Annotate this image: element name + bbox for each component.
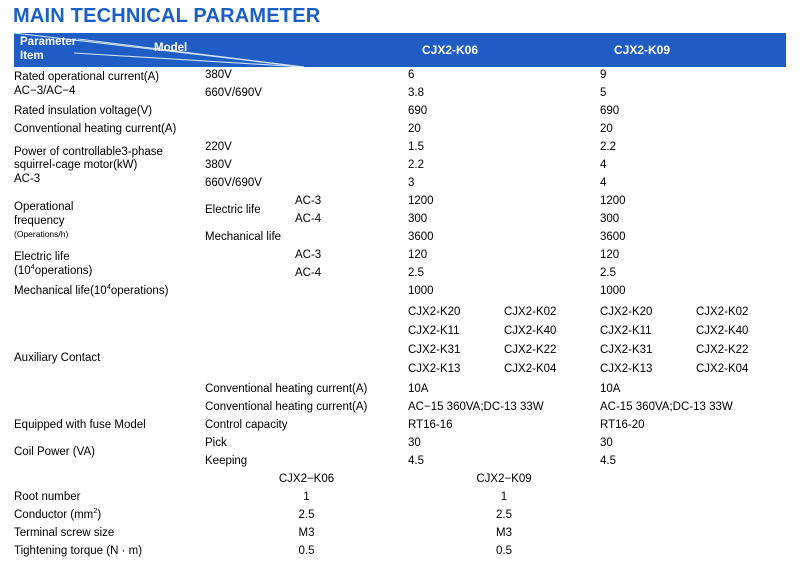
sub-label-control-capacity: Control capacity bbox=[205, 419, 288, 432]
value-k06: 10A bbox=[408, 383, 429, 396]
auxiliary-contact-models-k06 bbox=[408, 301, 600, 381]
value-k09: 0.5 bbox=[496, 545, 512, 558]
list-item: CJX2-K31 CJX2-K22 bbox=[408, 344, 557, 356]
value-k06: 4.5 bbox=[408, 455, 424, 468]
sub-label-660-690v: 660V/690V bbox=[205, 177, 262, 190]
value-k06: 2.2 bbox=[408, 159, 424, 172]
value-k09: 2.5 bbox=[496, 509, 512, 522]
auxiliary-contact-spacer bbox=[205, 301, 408, 381]
header-model-k09: CJX2-K09 bbox=[600, 33, 786, 67]
table-row bbox=[14, 525, 786, 543]
sub-label-conventional-heating-2: Conventional heating current(A) bbox=[205, 401, 368, 414]
table-row bbox=[14, 121, 786, 139]
row-label-rated-current: Rated operational current(A) AC−3/AC−4 bbox=[14, 71, 160, 97]
header-parameter-model-cell bbox=[14, 33, 408, 67]
row-label-conventional-heating: Conventional heating current(A) bbox=[14, 123, 177, 136]
table-row bbox=[14, 193, 786, 211]
value-k09: 3600 bbox=[600, 231, 626, 244]
value-k06: 1000 bbox=[408, 285, 434, 298]
value-k06: M3 bbox=[298, 527, 315, 540]
table-row bbox=[14, 417, 786, 435]
row-label-electric-life: Electric life $(10^4operations)$ bbox=[14, 247, 295, 283]
value-k09: 4 bbox=[600, 177, 607, 190]
row-label-auxiliary-contact: Auxiliary Contact bbox=[14, 352, 101, 365]
row-label-coil-power: Coil Power (VA) bbox=[14, 446, 95, 459]
sub-label-380v: 380V bbox=[205, 159, 232, 172]
bottom-header-model-k06: CJX2−K06 bbox=[278, 473, 335, 486]
value-k06: AC−15 360VA;DC-13 33W bbox=[408, 401, 544, 414]
table-header-row bbox=[14, 33, 786, 67]
table-row bbox=[14, 67, 786, 85]
table-row bbox=[14, 301, 786, 381]
sub-label-keeping: Keeping bbox=[205, 455, 248, 468]
value-k09: 690 bbox=[600, 105, 620, 118]
value-k09: 4 bbox=[600, 159, 607, 172]
bottom-section-header-row bbox=[14, 471, 786, 489]
table-row bbox=[14, 139, 786, 157]
list-item: CJX2-K11 CJX2-K40 bbox=[600, 325, 749, 337]
list-item: CJX2-K11 CJX2-K40 bbox=[408, 325, 557, 337]
row-label-mechanical-life: Mechanical $life(10^4operations)$ bbox=[14, 282, 169, 298]
value-k09: 1000 bbox=[600, 285, 626, 298]
list-item: CJX2-K20 CJX2-K02 bbox=[408, 306, 557, 318]
value-k09: 30 bbox=[600, 437, 613, 450]
sub3-label-ac4: AC-4 bbox=[295, 213, 322, 226]
electric-life-units: $(10^4operations)$ bbox=[14, 262, 93, 277]
row-label-tightening-torque: Tightening torque (N · m) bbox=[14, 545, 143, 558]
table-row bbox=[14, 507, 786, 525]
header-parameter-label: Parameter bbox=[20, 36, 77, 48]
value-k06: 2.5 bbox=[298, 509, 315, 522]
value-k06: 30 bbox=[408, 437, 421, 450]
blank-cell bbox=[600, 543, 786, 561]
table-row bbox=[14, 489, 786, 507]
row-label-motor-power: Power of controllable3-phase squirrel-cage motor(kW) AC-3 bbox=[14, 145, 163, 185]
value-k09: 2.5 bbox=[600, 267, 616, 280]
bottom-header-blank bbox=[14, 471, 205, 489]
row-label-fuse-model: Equipped with fuse Model bbox=[14, 419, 146, 432]
value-k06: 3600 bbox=[408, 231, 434, 244]
table-row bbox=[14, 435, 786, 453]
value-k09: 2.2 bbox=[600, 141, 616, 154]
value-k06: 3.8 bbox=[408, 87, 424, 100]
value-k06: 2.5 bbox=[408, 267, 424, 280]
value-k09: 10A bbox=[600, 383, 621, 396]
header-model-k06: CJX2-K06 bbox=[408, 33, 600, 67]
value-k09: 120 bbox=[600, 249, 620, 262]
bottom-header-model-k09: CJX2−K09 bbox=[476, 473, 532, 486]
sub3-label-ac3: AC-3 bbox=[295, 195, 322, 208]
header-model-label: Model bbox=[154, 42, 188, 54]
list-item: CJX2-K20 CJX2-K02 bbox=[600, 306, 749, 318]
table-row bbox=[14, 247, 786, 265]
row-label-insulation-voltage: Rated insulation voltage(V) bbox=[14, 105, 153, 118]
auxiliary-contact-models-k09 bbox=[600, 301, 786, 381]
value-k06: 3 bbox=[408, 177, 415, 190]
value-k09: 5 bbox=[600, 87, 607, 100]
value-k06: 20 bbox=[408, 123, 421, 136]
table-row bbox=[14, 283, 786, 301]
sub-label-electric-life: Electric life bbox=[205, 204, 261, 217]
value-k09: 1200 bbox=[600, 195, 626, 208]
sub3-label-ac4: AC-4 bbox=[295, 267, 322, 280]
sub-label-mechanical-life: Mechanical life bbox=[205, 231, 282, 244]
sub-label-conventional-heating-1: Conventional heating current(A) bbox=[205, 383, 368, 396]
value-k09: AC-15 360VA;DC-13 33W bbox=[600, 401, 733, 414]
value-k06: 690 bbox=[408, 105, 428, 118]
value-k06: 0.5 bbox=[298, 545, 315, 558]
bottom-header-blank-right bbox=[600, 471, 786, 489]
value-k06: 6 bbox=[408, 69, 415, 82]
list-item: CJX2-K13 CJX2-K04 bbox=[408, 363, 557, 375]
sub-label-380v: 380V bbox=[205, 69, 232, 82]
header-item-label: Item bbox=[20, 50, 44, 62]
value-k09: 4.5 bbox=[600, 455, 616, 468]
list-item: CJX2-K31 CJX2-K22 bbox=[600, 344, 749, 356]
sub-label-pick: Pick bbox=[205, 437, 227, 450]
list-item: CJX2-K13 CJX2-K04 bbox=[600, 363, 749, 375]
row-label-operational-frequency: Operational frequency (Operations/h) bbox=[14, 201, 74, 239]
value-k09: RT16-20 bbox=[600, 419, 645, 432]
page-title: MAIN TECHNICAL PARAMETER bbox=[13, 5, 321, 27]
value-k06: 1200 bbox=[408, 195, 434, 208]
value-k06: 1.5 bbox=[408, 141, 424, 154]
value-k09: 1 bbox=[500, 491, 508, 504]
sub-label-220v: 220V bbox=[205, 141, 232, 154]
technical-parameter-table bbox=[14, 33, 786, 561]
value-k09: 9 bbox=[600, 69, 607, 82]
blank-cell bbox=[600, 489, 786, 507]
value-k09: 300 bbox=[600, 213, 620, 226]
value-k09: 20 bbox=[600, 123, 613, 136]
value-k06: RT16-16 bbox=[408, 419, 453, 432]
row-label-conductor: Conductor $(mm^2)$ bbox=[14, 506, 102, 522]
blank-cell bbox=[600, 525, 786, 543]
row-label-terminal-screw-size: Terminal screw size bbox=[14, 527, 115, 540]
value-k09: M3 bbox=[496, 527, 512, 540]
table-row bbox=[14, 543, 786, 561]
value-k06: 1 bbox=[303, 491, 310, 504]
sub-label-660-690v: 660V/690V bbox=[205, 87, 262, 100]
value-k06: 120 bbox=[408, 249, 428, 262]
row-label-root-number: Root number bbox=[14, 491, 81, 504]
value-k06: 300 bbox=[408, 213, 428, 226]
sub3-label-ac3: AC-3 bbox=[295, 249, 322, 262]
blank-cell bbox=[600, 507, 786, 525]
table-row bbox=[14, 103, 786, 121]
